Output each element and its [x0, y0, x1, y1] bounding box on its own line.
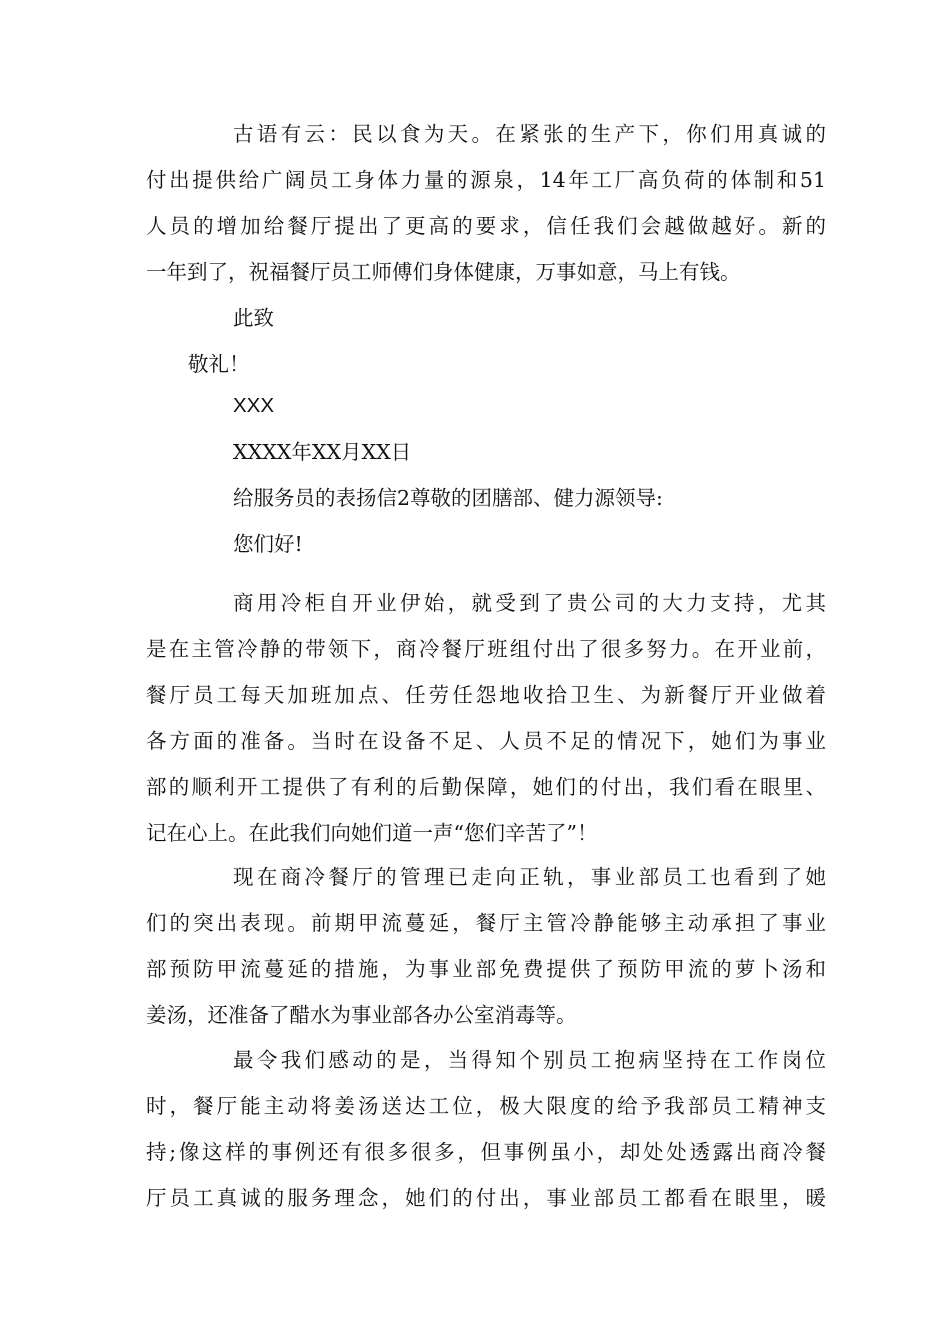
paragraph-line: 最令我们感动的是，当得知个别员工抱病坚持在工作岗位 [233, 1048, 826, 1072]
closing-jingli: 敬礼！ [188, 352, 250, 376]
date: XXXX年XX月XX日 [233, 440, 412, 464]
paragraph-line: 姜汤，还准备了醋水为事业部各办公室消毒等。 [146, 1003, 577, 1027]
paragraph-line: 一年到了，祝福餐厅员工师傅们身体健康，万事如意，马上有钱。 [146, 260, 741, 284]
paragraph-line: 餐厅员工每天加班加点、任劳任怨地收拾卫生、为新餐厅开业做着 [146, 683, 826, 707]
paragraph-line: 持;像这样的事例还有很多很多，但事例虽小，却处处透露出商冷餐 [146, 1140, 826, 1164]
paragraph-line: 现在商冷餐厅的管理已走向正轨，事业部员工也看到了她 [233, 865, 826, 889]
paragraph-line: 古语有云：民以食为天。在紧张的生产下，你们用真诚的 [233, 122, 826, 146]
paragraph-line: 人员的增加给餐厅提出了更高的要求，信任我们会越做越好。新的 [146, 214, 826, 238]
paragraph-line: 是在主管冷静的带领下，商冷餐厅班组付出了很多努力。在开业前， [146, 637, 826, 661]
closing-cizhi: 此致 [233, 306, 274, 330]
paragraph-line: 付出提供给广阔员工身体力量的源泉，14年工厂高负荷的体制和51 [146, 168, 826, 192]
signature: XXX [233, 394, 275, 417]
paragraph-line: 们的突出表现。前期甲流蔓延，餐厅主管冷静能够主动承担了事业 [146, 911, 826, 935]
paragraph-line: 商用冷柜自开业伊始，就受到了贵公司的大力支持，尤其 [233, 591, 826, 615]
paragraph-line: 部的顺利开工提供了有利的后勤保障，她们的付出，我们看在眼里、 [146, 775, 826, 799]
paragraph-line: 时，餐厅能主动将姜汤送达工位，极大限度的给予我部员工精神支 [146, 1094, 826, 1118]
letter-heading: 给服务员的表扬信2尊敬的团膳部、健力源领导: [233, 486, 663, 510]
paragraph-line: 厅员工真诚的服务理念，她们的付出，事业部员工都看在眼里，暖 [146, 1186, 826, 1210]
paragraph-line: 记在心上。在此我们向她们道一声“您们辛苦了”！ [146, 821, 598, 845]
letter-greeting: 您们好! [233, 532, 303, 556]
paragraph-line: 各方面的准备。当时在设备不足、人员不足的情况下，她们为事业 [146, 729, 826, 753]
paragraph-line: 部预防甲流蔓延的措施，为事业部免费提供了预防甲流的萝卜汤和 [146, 957, 826, 981]
